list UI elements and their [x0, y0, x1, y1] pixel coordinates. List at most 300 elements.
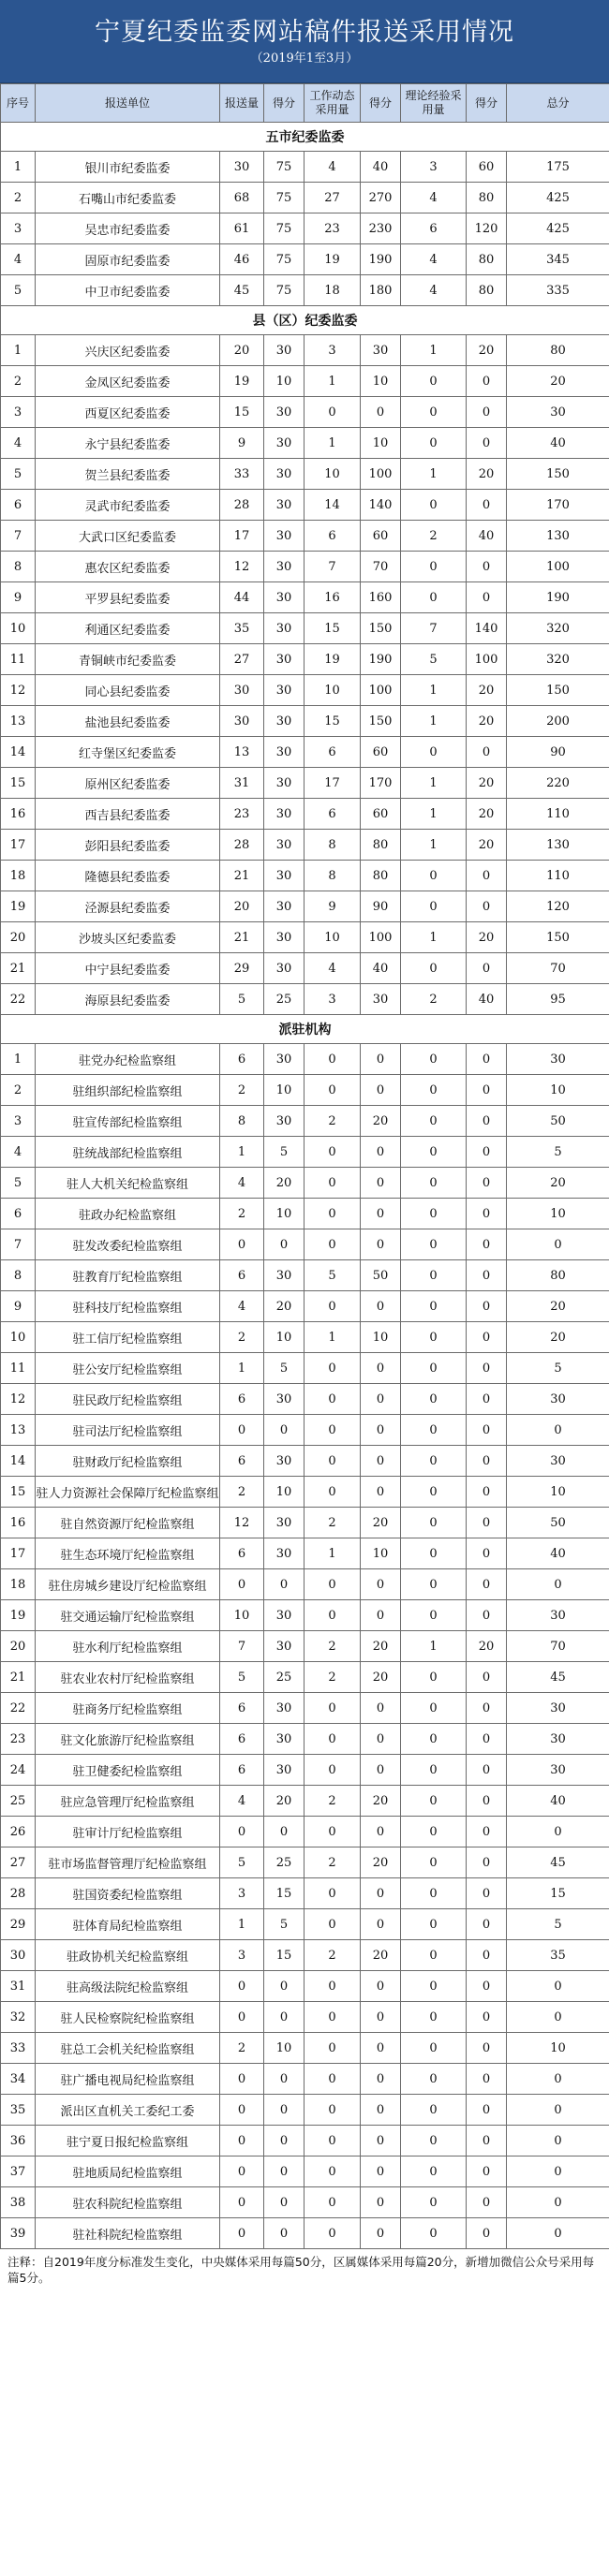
table-cell: 0	[467, 1847, 507, 1878]
table-cell: 70	[361, 552, 401, 582]
unit-name-cell: 驻总工会机关纪检监察组	[36, 2033, 220, 2064]
table-cell: 0	[361, 1477, 401, 1508]
table-cell: 0	[304, 2218, 361, 2249]
table-cell: 1	[220, 1353, 264, 1384]
table-cell: 0	[467, 1724, 507, 1755]
unit-name-cell: 驻工信厅纪检监察组	[36, 1322, 220, 1353]
table-cell: 0	[467, 1322, 507, 1353]
column-header: 得分	[361, 84, 401, 123]
table-cell: 0	[361, 1229, 401, 1260]
table-row	[1, 1538, 609, 1569]
table-cell: 0	[401, 861, 467, 891]
table-cell: 30	[264, 613, 304, 644]
table-cell: 10	[264, 366, 304, 397]
table-cell: 3	[220, 1878, 264, 1909]
table-cell: 170	[507, 490, 609, 521]
table-cell: 27	[1, 1847, 36, 1878]
table-row	[1, 183, 609, 213]
table-cell: 0	[401, 582, 467, 613]
table-cell: 100	[361, 459, 401, 490]
table-cell: 80	[361, 861, 401, 891]
table-cell: 0	[361, 1971, 401, 2002]
unit-name-cell: 平罗县纪委监委	[36, 582, 220, 613]
table-cell: 6	[1, 490, 36, 521]
table-cell: 0	[401, 1415, 467, 1446]
table-cell: 20	[1, 1631, 36, 1662]
table-row	[1, 397, 609, 428]
section-title: 县（区）纪委监委	[1, 306, 609, 335]
table-cell: 20	[467, 706, 507, 737]
table-row	[1, 1477, 609, 1508]
unit-name-cell: 盐池县纪委监委	[36, 706, 220, 737]
table-cell: 0	[401, 2002, 467, 2033]
table-cell: 0	[304, 1909, 361, 1940]
table-cell: 0	[361, 1384, 401, 1415]
table-cell: 0	[304, 2064, 361, 2095]
table-cell: 0	[507, 2126, 609, 2156]
table-cell: 1	[220, 1909, 264, 1940]
unit-name-cell: 红寺堡区纪委监委	[36, 737, 220, 768]
table-cell: 75	[264, 213, 304, 244]
table-cell: 0	[264, 1415, 304, 1446]
table-cell: 170	[361, 768, 401, 799]
table-cell: 0	[467, 1106, 507, 1137]
table-cell: 0	[220, 1971, 264, 2002]
table-cell: 0	[361, 1817, 401, 1847]
table-cell: 30	[264, 861, 304, 891]
table-cell: 95	[507, 984, 609, 1015]
unit-name-cell: 彭阳县纪委监委	[36, 830, 220, 861]
table-cell: 10	[361, 1538, 401, 1569]
table-cell: 0	[467, 1260, 507, 1291]
table-cell: 4	[1, 1137, 36, 1168]
table-cell: 40	[361, 953, 401, 984]
table-cell: 0	[467, 1940, 507, 1971]
table-cell: 0	[401, 1724, 467, 1755]
table-cell: 425	[507, 213, 609, 244]
table-cell: 30	[264, 1044, 304, 1075]
table-cell: 40	[507, 1786, 609, 1817]
table-cell: 38	[1, 2187, 36, 2218]
table-cell: 0	[304, 1229, 361, 1260]
table-cell: 28	[1, 1878, 36, 1909]
table-cell: 24	[1, 1755, 36, 1786]
table-cell: 0	[304, 1137, 361, 1168]
unit-name-cell: 石嘴山市纪委监委	[36, 183, 220, 213]
table-cell: 0	[467, 953, 507, 984]
table-cell: 19	[304, 244, 361, 275]
table-cell: 21	[1, 1662, 36, 1693]
table-cell: 26	[1, 1817, 36, 1847]
table-cell: 29	[220, 953, 264, 984]
table-row	[1, 2002, 609, 2033]
table-cell: 28	[220, 490, 264, 521]
table-cell: 160	[361, 582, 401, 613]
table-cell: 75	[264, 244, 304, 275]
table-cell: 0	[304, 1724, 361, 1755]
table-row	[1, 2033, 609, 2064]
table-cell: 1	[1, 1044, 36, 1075]
table-cell: 6	[220, 1755, 264, 1786]
table-cell: 0	[401, 2095, 467, 2126]
table-cell: 0	[401, 1075, 467, 1106]
unit-name-cell: 固原市纪委监委	[36, 244, 220, 275]
unit-name-cell: 驻组织部纪检监察组	[36, 1075, 220, 1106]
table-row	[1, 366, 609, 397]
table-cell: 20	[361, 1940, 401, 1971]
table-cell: 0	[304, 2156, 361, 2187]
table-cell: 0	[467, 1415, 507, 1446]
table-cell: 2	[304, 1631, 361, 1662]
table-cell: 5	[264, 1909, 304, 1940]
table-cell: 16	[304, 582, 361, 613]
unit-name-cell: 驻商务厅纪检监察组	[36, 1693, 220, 1724]
table-row	[1, 2187, 609, 2218]
column-header: 得分	[264, 84, 304, 123]
table-cell: 0	[401, 1755, 467, 1786]
table-cell: 0	[361, 2002, 401, 2033]
unit-name-cell: 驻人民检察院纪检监察组	[36, 2002, 220, 2033]
unit-name-cell: 同心县纪委监委	[36, 675, 220, 706]
table-cell: 140	[361, 490, 401, 521]
table-row	[1, 2156, 609, 2187]
table-cell: 17	[304, 768, 361, 799]
table-cell: 150	[361, 613, 401, 644]
table-cell: 0	[401, 953, 467, 984]
table-cell: 5	[220, 1662, 264, 1693]
table-cell: 17	[220, 521, 264, 552]
table-cell: 80	[361, 830, 401, 861]
table-cell: 2	[304, 1940, 361, 1971]
table-cell: 0	[264, 2156, 304, 2187]
table-cell: 30	[264, 428, 304, 459]
table-cell: 46	[220, 244, 264, 275]
table-cell: 30	[507, 1724, 609, 1755]
table-row	[1, 1600, 609, 1631]
table-cell: 13	[1, 1415, 36, 1446]
table-cell: 10	[304, 675, 361, 706]
table-cell: 1	[304, 428, 361, 459]
table-cell: 4	[401, 183, 467, 213]
table-cell: 18	[1, 1569, 36, 1600]
table-cell: 20	[361, 1786, 401, 1817]
table-cell: 150	[507, 922, 609, 953]
table-cell: 27	[220, 644, 264, 675]
table-cell: 270	[361, 183, 401, 213]
table-cell: 0	[467, 397, 507, 428]
table-cell: 30	[264, 922, 304, 953]
table-cell: 21	[220, 922, 264, 953]
table-cell: 8	[220, 1106, 264, 1137]
table-cell: 0	[401, 428, 467, 459]
table-cell: 30	[264, 1446, 304, 1477]
table-cell: 30	[507, 397, 609, 428]
table-row	[1, 1137, 609, 1168]
table-cell: 30	[264, 1631, 304, 1662]
table-cell: 0	[401, 1446, 467, 1477]
table-cell: 0	[361, 1137, 401, 1168]
table-cell: 14	[1, 737, 36, 768]
table-cell: 0	[361, 2218, 401, 2249]
table-cell: 0	[304, 1600, 361, 1631]
table-cell: 75	[264, 275, 304, 306]
table-cell: 5	[304, 1260, 361, 1291]
unit-name-cell: 原州区纪委监委	[36, 768, 220, 799]
table-cell: 20	[264, 1291, 304, 1322]
unit-name-cell: 驻审计厅纪检监察组	[36, 1817, 220, 1847]
table-cell: 11	[1, 1353, 36, 1384]
table-cell: 1	[401, 1631, 467, 1662]
table-cell: 120	[507, 891, 609, 922]
table-row	[1, 1878, 609, 1909]
table-cell: 0	[467, 1384, 507, 1415]
table-cell: 7	[304, 552, 361, 582]
table-cell: 40	[507, 428, 609, 459]
unit-name-cell: 驻国资委纪检监察组	[36, 1878, 220, 1909]
table-cell: 31	[220, 768, 264, 799]
table-cell: 30	[264, 335, 304, 366]
table-cell: 0	[401, 2033, 467, 2064]
column-header: 序号	[1, 84, 36, 123]
unit-name-cell: 驻发改委纪检监察组	[36, 1229, 220, 1260]
section-header-row	[1, 1015, 609, 1044]
table-cell: 0	[401, 1137, 467, 1168]
table-cell: 0	[304, 1415, 361, 1446]
table-cell: 110	[507, 861, 609, 891]
table-cell: 130	[507, 830, 609, 861]
table-cell: 6	[220, 1044, 264, 1075]
table-cell: 75	[264, 152, 304, 183]
table-row	[1, 861, 609, 891]
table-cell: 0	[361, 1909, 401, 1940]
table-cell: 0	[467, 1817, 507, 1847]
table-cell: 4	[220, 1786, 264, 1817]
table-row	[1, 1662, 609, 1693]
table-cell: 0	[304, 1755, 361, 1786]
table-cell: 30	[264, 1724, 304, 1755]
table-cell: 0	[264, 1229, 304, 1260]
column-header: 总分	[507, 84, 609, 123]
table-cell: 6	[304, 737, 361, 768]
table-cell: 0	[361, 1415, 401, 1446]
table-cell: 90	[507, 737, 609, 768]
table-cell: 2	[304, 1786, 361, 1817]
table-cell: 0	[304, 1693, 361, 1724]
column-header: 报送量	[220, 84, 264, 123]
table-cell: 10	[507, 1075, 609, 1106]
table-cell: 0	[304, 1384, 361, 1415]
table-cell: 175	[507, 152, 609, 183]
table-cell: 21	[220, 861, 264, 891]
table-cell: 90	[361, 891, 401, 922]
table-cell: 20	[220, 891, 264, 922]
table-cell: 80	[507, 1260, 609, 1291]
table-cell: 0	[304, 1044, 361, 1075]
table-row	[1, 1909, 609, 1940]
table-cell: 0	[361, 1291, 401, 1322]
table-row	[1, 675, 609, 706]
table-cell: 5	[507, 1353, 609, 1384]
table-row	[1, 582, 609, 613]
table-cell: 0	[507, 2064, 609, 2095]
table-cell: 35	[220, 613, 264, 644]
table-cell: 0	[361, 1569, 401, 1600]
table-cell: 20	[361, 1847, 401, 1878]
table-cell: 0	[220, 2002, 264, 2033]
table-cell: 80	[467, 183, 507, 213]
table-cell: 10	[507, 1199, 609, 1229]
table-cell: 0	[467, 737, 507, 768]
table-cell: 6	[220, 1538, 264, 1569]
table-cell: 5	[220, 984, 264, 1015]
table-cell: 75	[264, 183, 304, 213]
table-cell: 0	[467, 1168, 507, 1199]
table-cell: 0	[304, 2187, 361, 2218]
table-cell: 34	[1, 2064, 36, 2095]
table-cell: 0	[361, 1075, 401, 1106]
table-cell: 10	[220, 1600, 264, 1631]
table-cell: 200	[507, 706, 609, 737]
unit-name-cell: 大武口区纪委监委	[36, 521, 220, 552]
table-cell: 190	[507, 582, 609, 613]
table-cell: 0	[264, 2218, 304, 2249]
unit-name-cell: 吴忠市纪委监委	[36, 213, 220, 244]
table-row	[1, 459, 609, 490]
table-cell: 0	[401, 1538, 467, 1569]
table-cell: 0	[401, 1229, 467, 1260]
table-cell: 0	[361, 2126, 401, 2156]
table-cell: 16	[1, 1508, 36, 1538]
table-cell: 2	[304, 1847, 361, 1878]
unit-name-cell: 派出区直机关工委纪工委	[36, 2095, 220, 2126]
table-cell: 30	[264, 675, 304, 706]
table-row	[1, 1755, 609, 1786]
table-cell: 5	[220, 1847, 264, 1878]
table-cell: 37	[1, 2156, 36, 2187]
table-cell: 0	[401, 1106, 467, 1137]
table-cell: 10	[264, 1322, 304, 1353]
table-cell: 23	[220, 799, 264, 830]
table-cell: 30	[264, 737, 304, 768]
table-cell: 21	[1, 953, 36, 984]
table-cell: 28	[220, 830, 264, 861]
table-cell: 22	[1, 984, 36, 1015]
table-cell: 0	[361, 1693, 401, 1724]
table-row	[1, 922, 609, 953]
table-row	[1, 830, 609, 861]
table-cell: 8	[1, 552, 36, 582]
table-cell: 6	[220, 1384, 264, 1415]
table-cell: 5	[401, 644, 467, 675]
table-cell: 2	[1, 183, 36, 213]
table-cell: 0	[361, 2064, 401, 2095]
column-header: 理论经验采用量	[401, 84, 467, 123]
unit-name-cell: 驻农业农村厅纪检监察组	[36, 1662, 220, 1693]
table-cell: 1	[1, 152, 36, 183]
table-cell: 0	[304, 2126, 361, 2156]
table-cell: 0	[401, 1940, 467, 1971]
table-row	[1, 2064, 609, 2095]
table-cell: 0	[507, 1817, 609, 1847]
table-cell: 0	[467, 428, 507, 459]
column-header: 得分	[467, 84, 507, 123]
table-cell: 0	[304, 2095, 361, 2126]
report-title: 宁夏纪委监委网站稿件报送采用情况	[95, 18, 514, 47]
table-cell: 2	[401, 984, 467, 1015]
table-cell: 33	[220, 459, 264, 490]
table-cell: 7	[1, 1229, 36, 1260]
table-cell: 0	[467, 2002, 507, 2033]
table-cell: 0	[264, 2002, 304, 2033]
table-row	[1, 1786, 609, 1817]
table-cell: 30	[264, 706, 304, 737]
table-row	[1, 2218, 609, 2249]
table-cell: 30	[264, 768, 304, 799]
table-cell: 0	[467, 1878, 507, 1909]
table-cell: 5	[507, 1909, 609, 1940]
table-cell: 17	[1, 830, 36, 861]
table-cell: 60	[361, 521, 401, 552]
unit-name-cell: 驻宁夏日报纪检监察组	[36, 2126, 220, 2156]
table-cell: 4	[220, 1168, 264, 1199]
table-cell: 1	[401, 459, 467, 490]
table-cell: 30	[264, 1260, 304, 1291]
table-row	[1, 1106, 609, 1137]
table-row	[1, 1168, 609, 1199]
table-cell: 4	[304, 953, 361, 984]
table-row	[1, 891, 609, 922]
table-cell: 20	[467, 768, 507, 799]
table-cell: 10	[304, 922, 361, 953]
table-cell: 230	[361, 213, 401, 244]
table-cell: 0	[401, 1260, 467, 1291]
table-cell: 50	[361, 1260, 401, 1291]
unit-name-cell: 驻市场监督管理厅纪检监察组	[36, 1847, 220, 1878]
table-cell: 3	[1, 397, 36, 428]
table-cell: 190	[361, 244, 401, 275]
column-header: 工作动态采用量	[304, 84, 361, 123]
table-cell: 30	[264, 1106, 304, 1137]
table-cell: 0	[401, 1786, 467, 1817]
table-cell: 1	[304, 1322, 361, 1353]
unit-name-cell: 驻科技厅纪检监察组	[36, 1291, 220, 1322]
table-row	[1, 1260, 609, 1291]
unit-name-cell: 驻卫健委纪检监察组	[36, 1755, 220, 1786]
table-cell: 0	[361, 1446, 401, 1477]
table-cell: 0	[220, 2218, 264, 2249]
table-row	[1, 706, 609, 737]
unit-name-cell: 青铜峡市纪委监委	[36, 644, 220, 675]
table-cell: 12	[220, 552, 264, 582]
table-cell: 17	[1, 1538, 36, 1569]
table-cell: 30	[264, 490, 304, 521]
table-cell: 15	[264, 1940, 304, 1971]
table-cell: 10	[361, 428, 401, 459]
table-cell: 3	[304, 984, 361, 1015]
table-cell: 0	[304, 1817, 361, 1847]
table-cell: 2	[220, 2033, 264, 2064]
table-cell: 0	[467, 2095, 507, 2126]
table-cell: 0	[304, 1199, 361, 1229]
table-cell: 50	[507, 1508, 609, 1538]
table-cell: 0	[304, 397, 361, 428]
unit-name-cell: 驻公安厅纪检监察组	[36, 1353, 220, 1384]
table-cell: 0	[401, 1322, 467, 1353]
table-cell: 10	[304, 459, 361, 490]
table-cell: 0	[467, 582, 507, 613]
table-cell: 20	[361, 1106, 401, 1137]
table-cell: 0	[264, 2064, 304, 2095]
